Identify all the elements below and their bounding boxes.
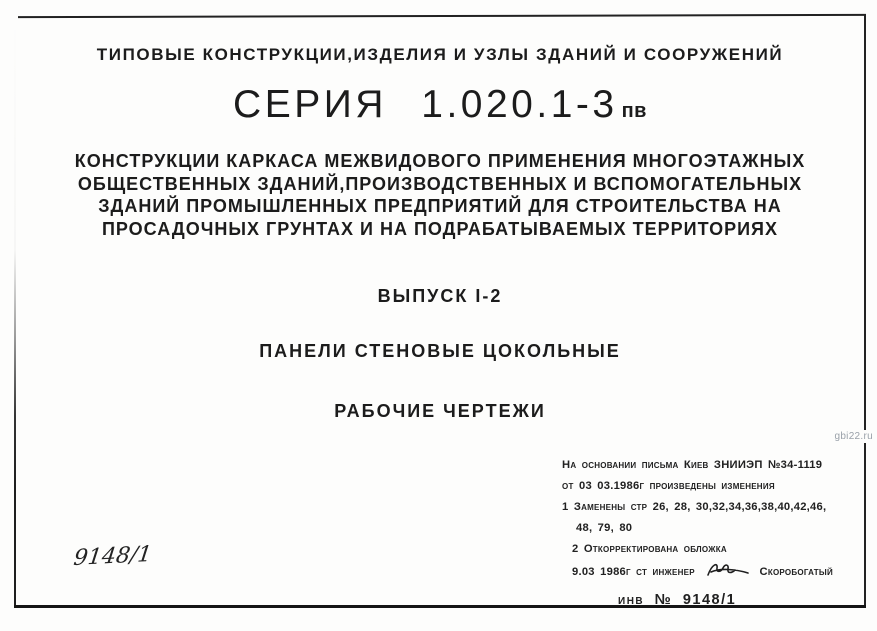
document-header: ТИПОВЫЕ КОНСТРУКЦИИ,ИЗДЕЛИЯ И УЗЛЫ ЗДАНИЙ И СООРУЖЕНИЙ xyxy=(96,45,784,64)
signature-line xyxy=(562,560,868,588)
series-suffix: пв xyxy=(621,100,647,122)
handwritten-inventory-number: 9148/1 xyxy=(72,541,154,572)
description-line-2: ОБЩЕСТВЕННЫХ ЗДАНИЙ,ПРОИЗВОДСТВЕННЫХ И ВСПОМОГАТЕЛЬНЫХ xyxy=(77,173,803,194)
series-label: СЕРИЯ 1.020.1-3 xyxy=(233,83,618,126)
revision-note-line-1: На основании письма Киев ЗНИИЭП №34-1119 xyxy=(562,459,823,471)
issue-title: ВЫПУСК I-2 xyxy=(377,286,503,306)
signature-flourish xyxy=(705,560,749,588)
frame-border-top xyxy=(18,14,866,18)
subtitle-panels: ПАНЕЛИ СТЕНОВЫЕ ЦОКОЛЬНЫЕ xyxy=(259,341,621,361)
description-block xyxy=(16,150,864,240)
revision-note-line-5: 2 Откорректирована обложка xyxy=(572,543,727,555)
revision-note-line-4: 48, 79, 80 xyxy=(576,522,633,534)
signature-line-prefix: 9.03 1986г ст инженер xyxy=(572,566,695,578)
description-line-1: КОНСТРУКЦИИ КАРКАСА МЕЖВИДОВОГО ПРИМЕНЕНИЯ МНОГОЭТАЖНЫХ xyxy=(74,151,806,171)
series-title xyxy=(16,83,864,127)
description-line-3: ЗДАНИЙ ПРОМЫШЛЕННЫХ ПРЕДПРИЯТИЙ ДЛЯ СТРОИТЕЛЬСТВА НА xyxy=(98,196,782,216)
watermark: gbi22.ru xyxy=(834,431,873,442)
signer-name: Скоробогатый xyxy=(759,566,833,578)
description-line-4: ПРОСАДОЧНЫХ ГРУНТАХ И НА ПОДРАБАТЫВАЕМЫХ ТЕРРИТОРИЯХ xyxy=(101,218,779,239)
subtitle-working-drawings: РАБОЧИЕ ЧЕРТЕЖИ xyxy=(334,401,546,421)
revision-note-line-3: 1 Заменены стр 26, 28, 30,32,34,36,38,40,42,46, xyxy=(562,501,827,513)
revision-note xyxy=(562,455,868,611)
revision-note-line-2: от 03 03.1986г произведены изменения xyxy=(562,480,775,492)
inventory-number-line: инв № 9148/1 xyxy=(618,592,737,608)
